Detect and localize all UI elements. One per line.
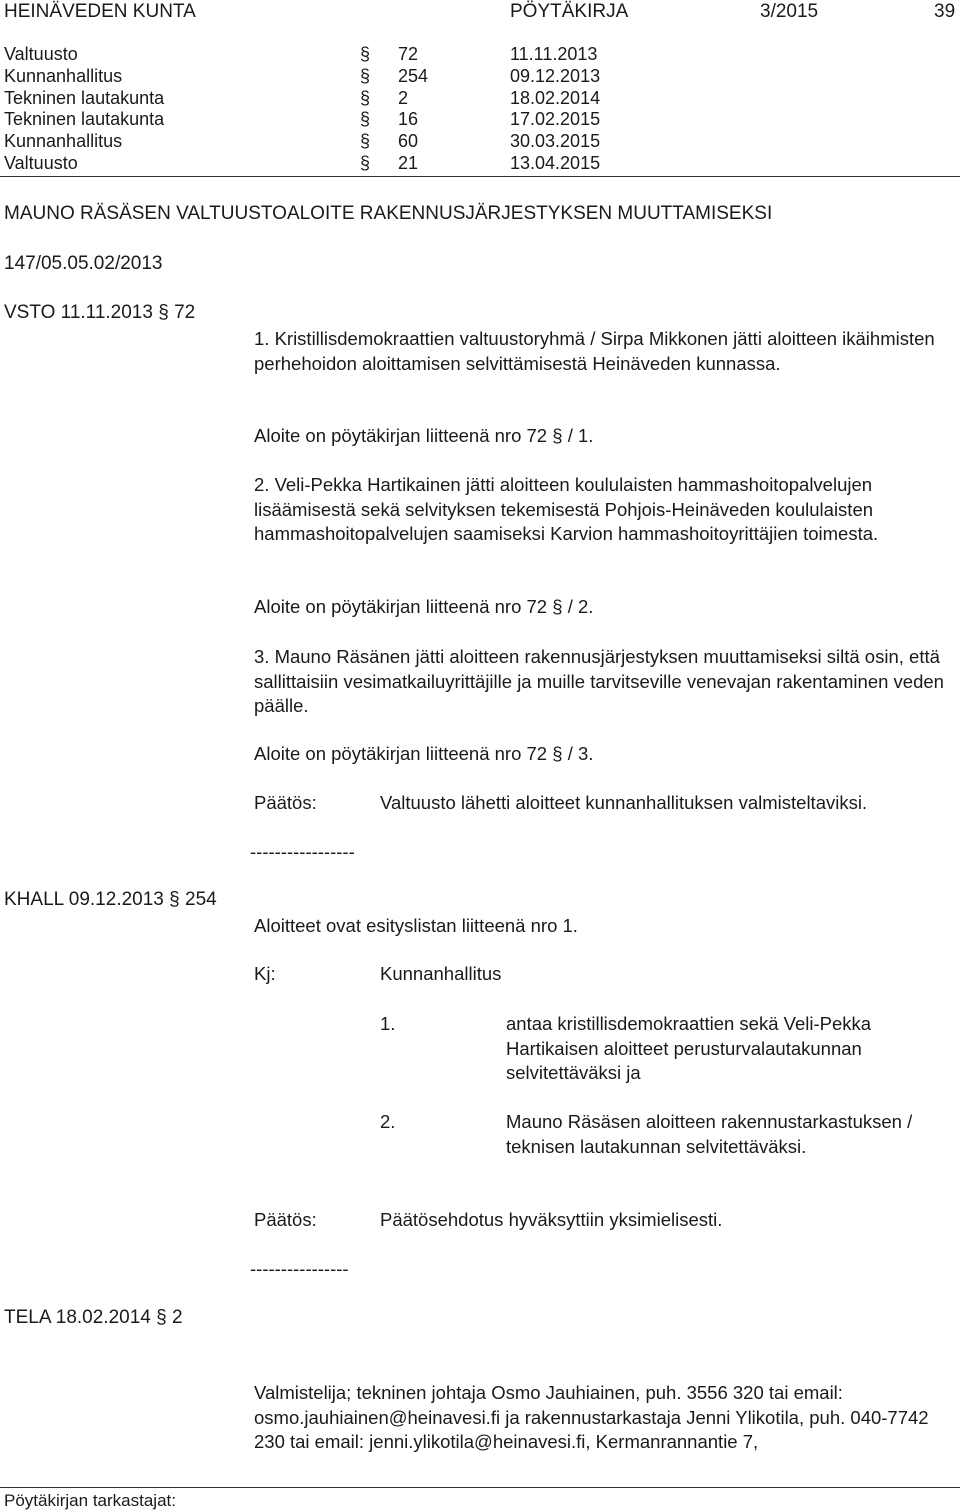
- record-number: 147/05.05.02/2013: [4, 253, 163, 274]
- khall-intro: Aloitteet ovat esityslistan liitteenä nro 1.: [254, 915, 578, 936]
- attachment-text: Aloite on pöytäkirjan liitteenä nro 72: [254, 743, 548, 764]
- history-section: 21: [398, 153, 419, 173]
- document-type: PÖYTÄKIRJA: [510, 1, 629, 22]
- tela-reference-prefix: TELA 18.02.2014: [4, 1307, 151, 1328]
- vsto-attachment-3: [254, 742, 944, 767]
- municipality-name: HEINÄVEDEN KUNTA: [4, 1, 196, 22]
- vsto-reference: [4, 302, 195, 324]
- section-mark: §: [552, 596, 563, 617]
- separator: -----------------: [250, 841, 355, 862]
- khall-reference: [4, 889, 217, 911]
- section-mark: §: [552, 425, 563, 446]
- section-mark: §: [360, 109, 371, 129]
- kj-value: Kunnanhallitus: [380, 963, 502, 984]
- khall-decision-text: Päätösehdotus hyväksyttiin yksimielisesti.: [380, 1209, 723, 1230]
- attachment-text: Aloite on pöytäkirjan liitteenä nro 72: [254, 425, 548, 446]
- vsto-paragraph-3: 3. Mauno Räsänen jätti aloitteen rakennusjärjestyksen muuttamiseksi siltä osin, että sallittaisiin vesimatkailuyrittäjille ja muille tarvitseville venevajan rakentaminen veden päälle.: [254, 646, 944, 716]
- vsto-reference-section: 72: [174, 302, 196, 323]
- proposal-text: Mauno Räsäsen aloitteen rakennustarkastuksen / teknisen lautakunnan selvitettäväksi.: [506, 1111, 913, 1157]
- attachment-number: / 1.: [567, 425, 594, 446]
- history-section: 2: [398, 88, 409, 108]
- section-mark: §: [552, 743, 563, 764]
- reviewers-label: Pöytäkirjan tarkastajat:: [4, 1491, 176, 1510]
- section-mark: §: [360, 131, 371, 151]
- vsto-attachment-1: [254, 424, 944, 449]
- tela-reference: [4, 1307, 183, 1329]
- kj-label: Kj:: [254, 963, 276, 984]
- vsto-paragraph-2: 2. Veli-Pekka Hartikainen jätti aloitteen koululaisten hammashoitopalvelujen lisäämisestä sekä selvityksen tekemisestä Pohjois-Heinäveden koululaisten hammashoitopalvelujen saamiseksi Karvion hammashoitoyrittäjien toimesta.: [254, 474, 879, 544]
- vsto-decision-label: Päätös:: [254, 792, 317, 813]
- attachment-number: / 2.: [567, 596, 594, 617]
- khall-reference-prefix: KHALL 09.12.2013: [4, 889, 164, 910]
- history-body: Tekninen lautakunta: [4, 88, 165, 108]
- section-mark: §: [360, 66, 371, 86]
- history-date: 09.12.2013: [510, 66, 601, 86]
- document-number: 3/2015: [760, 1, 819, 22]
- divider: [0, 176, 960, 177]
- section-mark: §: [158, 302, 169, 323]
- history-section: 60: [398, 131, 419, 151]
- vsto-decision-text: Valtuusto lähetti aloitteet kunnanhallituksen valmisteltaviksi.: [380, 792, 868, 813]
- khall-reference-section: 254: [185, 889, 217, 910]
- khall-decision-label: Päätös:: [254, 1209, 317, 1230]
- separator: ----------------: [250, 1258, 349, 1279]
- history-date: 13.04.2015: [510, 153, 601, 173]
- section-mark: §: [169, 889, 180, 910]
- history-section: 16: [398, 109, 419, 129]
- proposal-number: 1.: [380, 1013, 396, 1034]
- section-mark: §: [156, 1307, 167, 1328]
- history-date: 11.11.2013: [510, 44, 598, 64]
- section-mark: §: [360, 44, 371, 64]
- tela-paragraph: Valmistelija; tekninen johtaja Osmo Jauhiainen, puh. 3556 320 tai email: osmo.jauhiainen@heinavesi.fi ja rakennustarkastaja Jenni Ylikotila, puh. 040-7742 230 tai email: jenni.ylikotila@heinavesi.fi, Kermanrannantie 7,: [254, 1382, 929, 1452]
- attachment-number: / 3.: [567, 743, 594, 764]
- history-date: 30.03.2015: [510, 131, 601, 151]
- history-section: 254: [398, 66, 429, 86]
- history-body: Kunnanhallitus: [4, 131, 123, 151]
- tela-reference-section: 2: [171, 1307, 183, 1328]
- page-number: 39: [934, 1, 956, 22]
- history-body: Tekninen lautakunta: [4, 109, 165, 129]
- history-body: Kunnanhallitus: [4, 66, 123, 86]
- attachment-text: Aloite on pöytäkirjan liitteenä nro 72: [254, 596, 548, 617]
- vsto-paragraph-1: 1. Kristillisdemokraattien valtuustoryhmä / Sirpa Mikkonen jätti aloitteen ikäihmisten perhehoidon aloittamisen selvittämisestä Heinäveden kunnassa.: [254, 328, 935, 374]
- vsto-reference-prefix: VSTO 11.11.2013: [4, 302, 153, 323]
- item-title: MAUNO RÄSÄSEN VALTUUSTOALOITE RAKENNUSJÄRJESTYKSEN MUUTTAMISEKSI: [4, 203, 773, 224]
- footer-divider: [0, 1487, 960, 1488]
- history-section: 72: [398, 44, 419, 64]
- history-date: 17.02.2015: [510, 109, 601, 129]
- section-mark: §: [360, 153, 371, 173]
- history-body: Valtuusto: [4, 44, 78, 64]
- vsto-attachment-2: [254, 595, 944, 620]
- proposal-number: 2.: [380, 1111, 396, 1132]
- section-mark: §: [360, 88, 371, 108]
- history-date: 18.02.2014: [510, 88, 601, 108]
- proposal-text: antaa kristillisdemokraattien sekä Veli-Pekka Hartikaisen aloitteet perusturvalautakunnan selvitettäväksi ja: [506, 1013, 872, 1083]
- history-body: Valtuusto: [4, 153, 78, 173]
